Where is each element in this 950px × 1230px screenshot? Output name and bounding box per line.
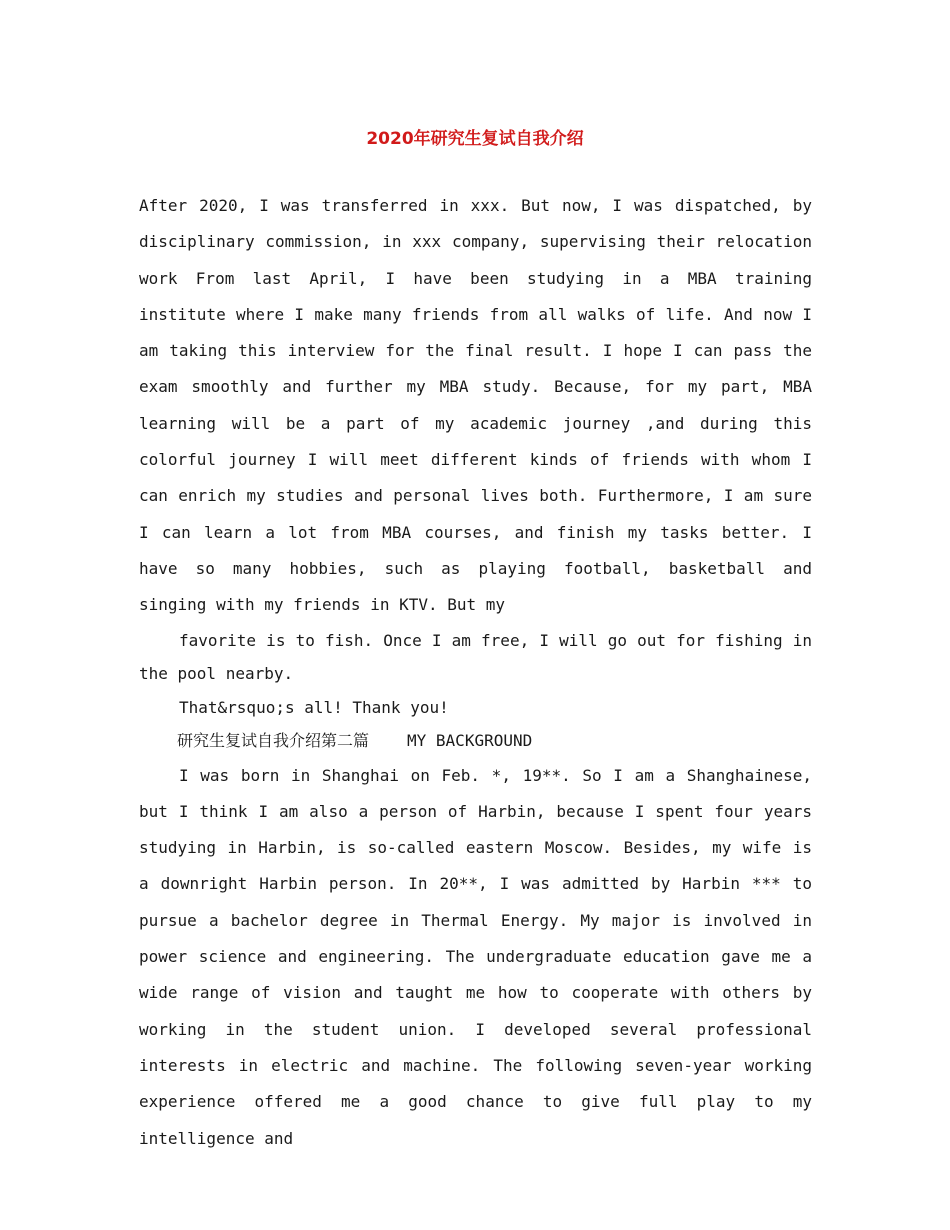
section-heading <box>139 724 812 758</box>
section-subtitle: MY BACKGROUND <box>407 731 533 751</box>
paragraph-closing: That&rsquo;s all! Thank you! <box>179 697 449 717</box>
paragraph-hobby: favorite is to fish. Once I am free, I will go out for fishing in the pool nearby. <box>139 630 812 684</box>
section-title: 研究生复试自我介绍第二篇 <box>177 731 370 751</box>
paragraph-background: I was born in Shanghai on Feb. *, 19**. So I am a Shanghainese, but I think I am also a person of Harbin, because I spent four years studying in Harbin, is so-called eastern Moscow. Besides, my wife is a downright Harbin person. In 20**, I was admitted by Harbin *** to pursue a bachelor degree in Thermal Energy. My major is involved in power science and engineering. The undergraduate education gave me a wide range of vision and taught me how to cooperate with others by working in the student union. I developed several professional interests in electric and machine. The following seven-year working experience offered me a good chance to give full play to my intelligence and <box>139 765 812 1148</box>
document-title: 2020年研究生复试自我介绍 <box>366 129 584 149</box>
document-body <box>139 188 812 1157</box>
paragraph-intro: After 2020, I was transferred in xxx. But now, I was dispatched, by disciplinary commission, in xxx company, supervising their relocation work From last April, I have been studying in a MBA training institute where I make many friends from all walks of life. And now I am taking this interview for the final result. I hope I can pass the exam smoothly and further my MBA study. Because, for my part, MBA learning will be a part of my academic journey ,and during this colorful journey I will meet different kinds of friends with whom I can enrich my studies and personal lives both. Furthermore, I am sure I can learn a lot from MBA courses, and finish my tasks better. I have so many hobbies, such as playing football, basketball and singing with my friends in KTV. But my <box>139 196 812 615</box>
